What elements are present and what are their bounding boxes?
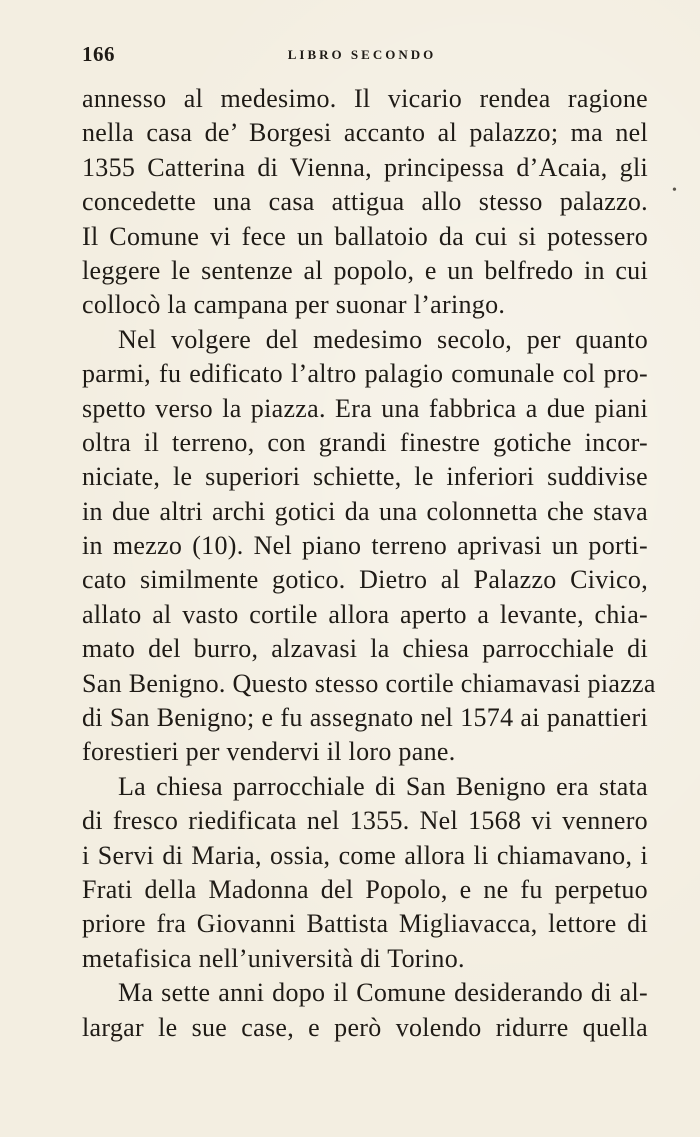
text-line: allato al vasto cortile allora aperto a levante, chia-: [82, 599, 648, 629]
text-line: Frati della Madonna del Popolo, e ne fu perpetuo: [82, 874, 648, 904]
text-line: spetto verso la piazza. Era una fabbrica a due piani: [82, 393, 648, 423]
text-line: collocò la campana per suonar l’aringo.: [82, 290, 506, 320]
text-line: Il Comune vi fece un ballatoio da cui si potessero: [82, 221, 648, 251]
text-line: cato similmente gotico. Dietro al Palazzo Civico,: [82, 565, 648, 595]
text-line: di fresco riedificata nel 1355. Nel 1568 vi vennero: [82, 806, 648, 836]
text-line: annesso al medesimo. Il vicario rendea ragione: [82, 84, 648, 113]
text-line: i Servi di Maria, ossia, come allora li chiamavano, i: [82, 840, 648, 870]
text-line: in mezzo (10). Nel piano terreno aprivasi un porti-: [82, 531, 648, 561]
text-line: parmi, fu edificato l’altro palagio comunale col pro-: [82, 359, 648, 389]
text-line: oltra il terreno, con grandi finestre gotiche incor-: [82, 427, 648, 457]
text-line: niciate, le superiori schiette, le inferiori suddivise: [82, 462, 648, 492]
paragraph-start-line: Nel volgere del medesimo secolo, per quanto: [118, 324, 648, 354]
text-line: di San Benigno; e fu assegnato nel 1574 ai panattieri: [82, 703, 648, 733]
paragraph-start-line: La chiesa parrocchiale di San Benigno era stata: [118, 771, 648, 801]
page-number: 166: [82, 42, 115, 66]
text-line: in due altri archi gotici da una colonnetta che stava: [82, 496, 648, 526]
text-line: forestieri per vendervi il loro pane.: [82, 737, 456, 767]
text-line: mato del burro, alzavasi la chiesa parrocchiale di: [82, 634, 648, 664]
text-line: priore fra Giovanni Battista Migliavacca, lettore di: [82, 909, 648, 939]
running-head: [82, 42, 642, 72]
text-line: concedette una casa attigua allo stesso palazzo.: [82, 187, 648, 217]
text-line: San Benigno. Questo stesso cortile chiamavasi piazza: [82, 668, 656, 698]
text-line: largar le sue case, e però volendo ridurre quella: [82, 1012, 648, 1042]
body-text: [82, 82, 656, 1045]
margin-dot: •: [672, 183, 677, 198]
paragraph-start-line: Ma sette anni dopo il Comune desiderando di al-: [118, 978, 648, 1008]
text-line: metafisica nell’università di Torino.: [82, 943, 465, 973]
running-head-title: LIBRO SECONDO: [287, 47, 437, 62]
text-line: leggere le sentenze al popolo, e un belfredo in cui: [82, 255, 648, 285]
text-line: nella casa de’ Borgesi accanto al palazzo; ma nel: [82, 118, 648, 148]
text-line: 1355 Catterina di Vienna, principessa d’Acaia, gli: [82, 152, 648, 182]
